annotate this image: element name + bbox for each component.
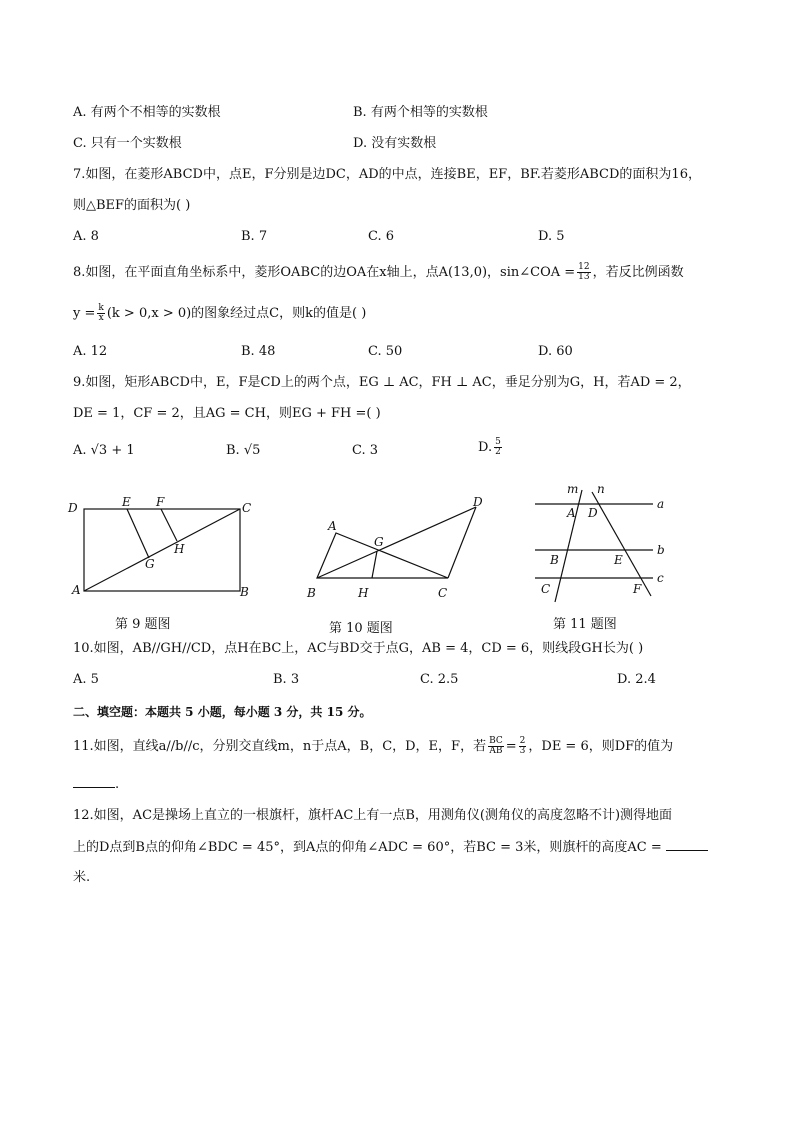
fig11-label-A: A <box>567 506 576 520</box>
figure-10-caption: 第 10 题图 <box>329 621 393 636</box>
fig10-segment-gh <box>372 551 377 578</box>
q11-stem-line1 <box>73 737 673 756</box>
q9-option-a: A. √3 + 1 <box>73 443 135 458</box>
fig9-label-f: F <box>156 495 165 509</box>
q11-value-fraction <box>519 737 527 756</box>
q10-option-a: A. 5 <box>73 672 99 687</box>
q9-option-d-numerator: 5 <box>495 437 501 447</box>
section-2-header: 二、填空题：本题共 5 小题，每小题 3 分，共 15 分。 <box>73 705 372 719</box>
q9-option-d-denominator: 2 <box>495 447 501 457</box>
q8-k-fraction <box>97 304 104 323</box>
q6-option-c: C. 只有一个实数根 <box>73 136 182 151</box>
fig9-label-e: E <box>122 495 131 509</box>
figure-9-caption: 第 9 题图 <box>115 617 171 632</box>
fig9-label-c: C <box>242 501 252 515</box>
q10-option-c: C. 2.5 <box>420 672 459 687</box>
q11-line1-pre: 11.如图，直线a//b//c，分别交直线m，n于点A，B，C，D，E，F，若 <box>73 739 487 754</box>
q8-option-b: B. 48 <box>241 344 276 359</box>
fig10-label-g: G <box>374 535 384 549</box>
q12-answer-blank[interactable] <box>666 838 708 851</box>
fig11-label-C: C <box>541 582 551 596</box>
q12-stem-line1: 12.如图，AC是操场上直立的一根旗杆，旗杆AC上有一点B，用测角仪(测角仪的高度忽略不计)测得地面 <box>73 808 673 823</box>
figure-11-diagram <box>525 478 675 608</box>
q11-ratio-numerator: BC <box>489 736 503 746</box>
q9-stem-line1: 9.如图，矩形ABCD中，E，F是CD上的两个点，EG ⊥ AC，FH ⊥ AC，垂足分别为G，H，若AD = 2， <box>73 375 691 390</box>
q12-line2-text: 上的D点到B点的仰角∠BDC = 45°，到A点的仰角∠ADC = 60°，若BC = 3米，则旗杆的高度AC = <box>73 840 662 855</box>
q9-stem-line2: DE = 1，CF = 2，且AG = CH，则EG + FH =( ) <box>73 406 381 421</box>
fig11-line-n <box>592 492 651 596</box>
q10-option-b: B. 3 <box>273 672 300 687</box>
q12-stem-line2 <box>73 838 708 857</box>
q8-sin-numerator: 12 <box>578 262 590 272</box>
q12-stem-line3: 米. <box>73 870 91 885</box>
q11-ratio-denominator: AB <box>489 746 503 756</box>
fig9-label-a: A <box>72 583 81 597</box>
fig11-label-a: a <box>657 497 665 511</box>
q9-option-d-fraction <box>494 438 502 457</box>
fig9-label-h: H <box>174 542 185 556</box>
q6-option-b: B. 有两个相等的实数根 <box>353 105 488 120</box>
q6-option-d: D. 没有实数根 <box>353 136 437 151</box>
q8-line1-post: ，若反比例函数 <box>592 265 684 280</box>
q11-value-numerator: 2 <box>519 736 526 746</box>
fig10-label-b: B <box>307 586 316 600</box>
q8-sin-fraction <box>577 263 590 282</box>
figure-9-diagram <box>60 490 270 605</box>
q11-value-denominator: 3 <box>519 746 526 756</box>
q7-stem-line2: 则△BEF的面积为( ) <box>73 198 191 213</box>
fig9-segment-fh <box>161 509 177 541</box>
q9-option-d <box>478 438 504 457</box>
fig9-diagonal-ac <box>84 509 240 591</box>
q11-line1-post: ，DE = 6，则DF的值为 <box>528 739 674 754</box>
q10-stem: 10.如图，AB//GH//CD，点H在BC上，AC与BD交于点G，AB = 4，CD = 6，则线段GH长为( ) <box>73 641 644 656</box>
q9-option-c: C. 3 <box>352 443 379 458</box>
q9-option-b: B. √5 <box>226 443 261 458</box>
q8-line2-post: (k > 0,x > 0)的图象经过点C，则k的值是( ) <box>106 306 367 321</box>
fig11-label-D: D <box>588 506 598 520</box>
q7-option-c: C. 6 <box>368 229 395 244</box>
q7-stem-line1: 7.如图，在菱形ABCD中，点E，F分别是边DC，AD的中点，连接BE，EF，BF.若菱形ABCD的面积为16， <box>73 167 701 182</box>
fig11-label-B: B <box>550 553 559 567</box>
q11-answer-blank[interactable] <box>73 775 115 788</box>
fig10-label-d: D <box>473 495 483 509</box>
fig10-label-h: H <box>358 586 369 600</box>
q8-stem-line1 <box>73 263 684 282</box>
fig9-label-g: G <box>145 557 155 571</box>
q8-line1-pre: 8.如图，在平面直角坐标系中，菱形OABC的边OA在x轴上，点A(13,0)，sin∠COA = <box>73 265 576 280</box>
q11-equals: = <box>505 739 517 754</box>
q8-option-c: C. 50 <box>368 344 403 359</box>
fig9-label-d: D <box>68 501 78 515</box>
figure-11-caption: 第 11 题图 <box>553 617 617 632</box>
fig11-label-m: m <box>567 482 579 496</box>
q7-option-d: D. 5 <box>538 229 565 244</box>
q11-answer-line <box>73 775 119 794</box>
q8-sin-denominator: 13 <box>578 272 590 282</box>
figure-10-diagram <box>300 490 500 605</box>
q9-option-d-label: D. <box>478 440 493 455</box>
q8-line2-pre: y = <box>73 306 96 321</box>
q8-k-denominator: x <box>98 313 104 323</box>
fig10-label-c: C <box>438 586 448 600</box>
fig9-label-b: B <box>240 585 249 599</box>
q8-stem-line2 <box>73 304 366 323</box>
q8-k-numerator: k <box>98 303 104 313</box>
q8-option-d: D. 60 <box>538 344 573 359</box>
q10-option-d: D. 2.4 <box>617 672 656 687</box>
q11-ratio-fraction <box>488 737 504 756</box>
fig10-label-a: A <box>328 519 337 533</box>
q6-option-a: A. 有两个不相等的实数根 <box>73 105 221 120</box>
fig11-label-E: E <box>614 553 623 567</box>
fig11-label-c: c <box>657 571 664 585</box>
fig11-label-n: n <box>597 482 605 496</box>
q11-line2-period: . <box>115 777 120 792</box>
q7-option-b: B. 7 <box>241 229 268 244</box>
fig9-segment-eg <box>127 509 149 558</box>
fig11-label-b: b <box>657 543 665 557</box>
q8-option-a: A. 12 <box>73 344 108 359</box>
fig11-label-F: F <box>633 582 642 596</box>
q7-option-a: A. 8 <box>73 229 99 244</box>
